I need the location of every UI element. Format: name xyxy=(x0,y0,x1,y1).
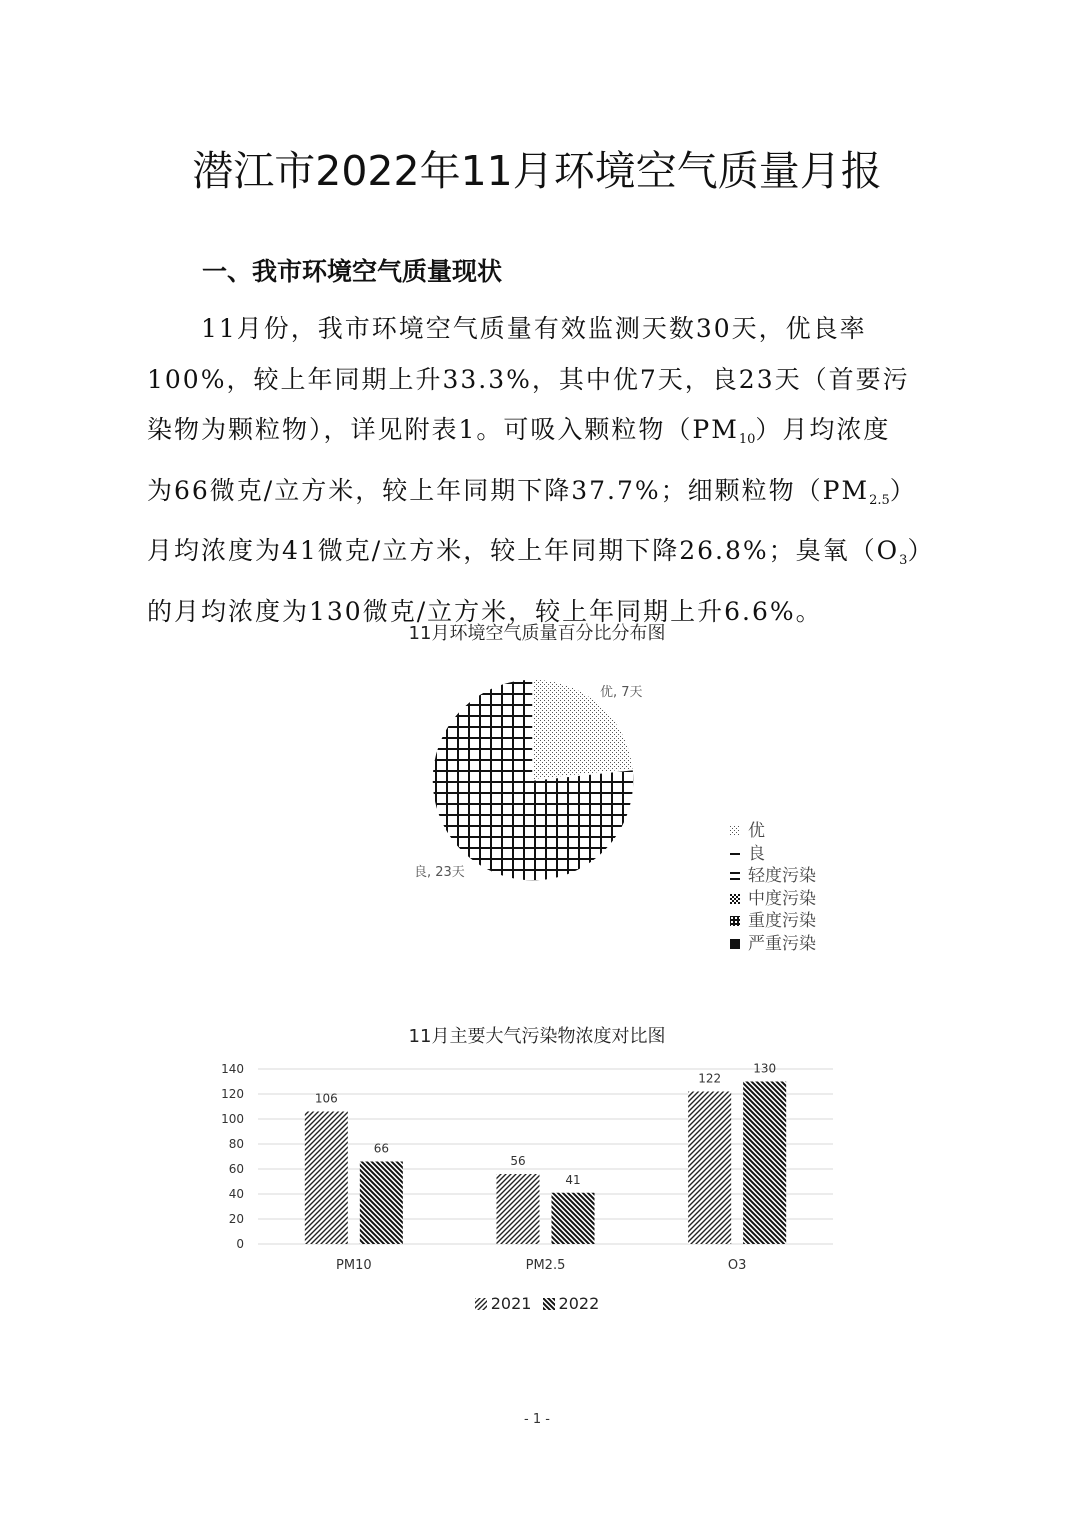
legend-swatch xyxy=(730,916,740,926)
bar-legend xyxy=(0,1294,1074,1314)
legend-item xyxy=(730,843,816,866)
legend-item xyxy=(730,820,816,843)
text-run: ） xyxy=(889,475,917,505)
text-run: 月均浓度为41微克/立方米，较上年同期下降26.8%；臭氧（O xyxy=(147,536,900,565)
legend-label: 2021 xyxy=(490,1294,532,1313)
bar-PM2.5-2021 xyxy=(497,1174,540,1244)
legend-item xyxy=(543,1294,600,1313)
y-tick-label: 80 xyxy=(228,1137,244,1151)
x-tick-label: PM2.5 xyxy=(525,1258,566,1273)
bar-chart-title: 11月主要大气污染物浓度对比图 xyxy=(408,1026,666,1047)
bar-data-label: 122 xyxy=(698,1071,722,1086)
legend-swatch xyxy=(730,939,740,949)
paragraph-line: 100%，较上年同期上升33.3%，其中优7天，良23天（首要污 xyxy=(147,364,910,394)
paragraph-line: 11月份，我市环境空气质量有效监测天数30天，优良率 xyxy=(201,314,867,343)
subscript: 10 xyxy=(738,432,756,447)
pie-legend xyxy=(730,820,816,955)
subscript: 2.5 xyxy=(869,492,890,508)
legend-swatch xyxy=(475,1298,487,1310)
section-heading: 一、我市环境空气质量现状 xyxy=(202,257,503,286)
paragraph-line xyxy=(147,526,935,587)
legend-label: 良 xyxy=(748,843,765,864)
pie-data-label: 优, 7天 xyxy=(600,685,643,700)
y-tick-label: 60 xyxy=(228,1162,244,1176)
text-run: 染物为颗粒物），详见附表1。可吸入颗粒物（PM xyxy=(147,415,739,444)
legend-label: 重度污染 xyxy=(748,911,816,931)
paragraph-line xyxy=(147,466,922,527)
page-title: 潜江市2022年11月环境空气质量月报 xyxy=(192,147,882,195)
bar-chart xyxy=(200,1055,860,1285)
x-tick-label: O3 xyxy=(727,1258,747,1273)
y-tick-label: 120 xyxy=(221,1087,244,1101)
bar-data-label: 106 xyxy=(314,1091,338,1106)
bar-data-label: 56 xyxy=(510,1154,526,1168)
bar-data-label: 130 xyxy=(753,1061,777,1076)
y-tick-label: 0 xyxy=(236,1237,244,1251)
legend-swatch xyxy=(730,871,740,881)
paragraph-line: 的月均浓度为130微克/立方米，较上年同期上升6.6%。 xyxy=(147,596,823,626)
bar-O3-2021 xyxy=(688,1092,731,1245)
page-number: - 1 - xyxy=(524,1412,550,1427)
legend-item xyxy=(730,865,816,888)
pie-chart xyxy=(380,660,700,900)
text-run: ） xyxy=(907,536,935,565)
legend-item xyxy=(475,1294,532,1313)
legend-swatch xyxy=(543,1298,555,1310)
bar-PM10-2022 xyxy=(360,1162,403,1245)
legend-label: 中度污染 xyxy=(748,888,816,909)
paragraph-line xyxy=(147,405,922,466)
x-tick-label: PM10 xyxy=(336,1258,372,1273)
bar-PM10-2021 xyxy=(305,1112,348,1245)
legend-swatch xyxy=(730,894,740,904)
legend-label: 2022 xyxy=(558,1294,600,1313)
legend-item xyxy=(730,933,816,956)
legend-item xyxy=(730,910,816,933)
bar-PM2.5-2022 xyxy=(552,1193,595,1244)
legend-label: 优 xyxy=(748,821,765,841)
legend-swatch xyxy=(730,826,740,836)
legend-label: 严重污染 xyxy=(748,933,816,954)
y-tick-label: 20 xyxy=(228,1212,244,1226)
subscript: 3 xyxy=(899,553,908,568)
pie-data-label: 良, 23天 xyxy=(414,865,465,880)
text-run: 为66微克/立方米，较上年同期下降37.7%；细颗粒物（PM xyxy=(147,475,870,505)
y-tick-label: 100 xyxy=(221,1112,244,1126)
legend-label: 轻度污染 xyxy=(748,866,816,886)
bar-data-label: 41 xyxy=(565,1172,581,1187)
bar-data-label: 66 xyxy=(373,1141,389,1156)
bar-O3-2022 xyxy=(743,1082,786,1245)
pie-chart-title: 11月环境空气质量百分比分布图 xyxy=(408,623,666,644)
y-tick-label: 140 xyxy=(221,1062,244,1076)
legend-swatch xyxy=(730,849,740,859)
legend-item xyxy=(730,888,816,911)
text-run: ）月均浓度 xyxy=(755,415,891,444)
y-tick-label: 40 xyxy=(228,1187,244,1201)
body-paragraph xyxy=(147,304,935,637)
